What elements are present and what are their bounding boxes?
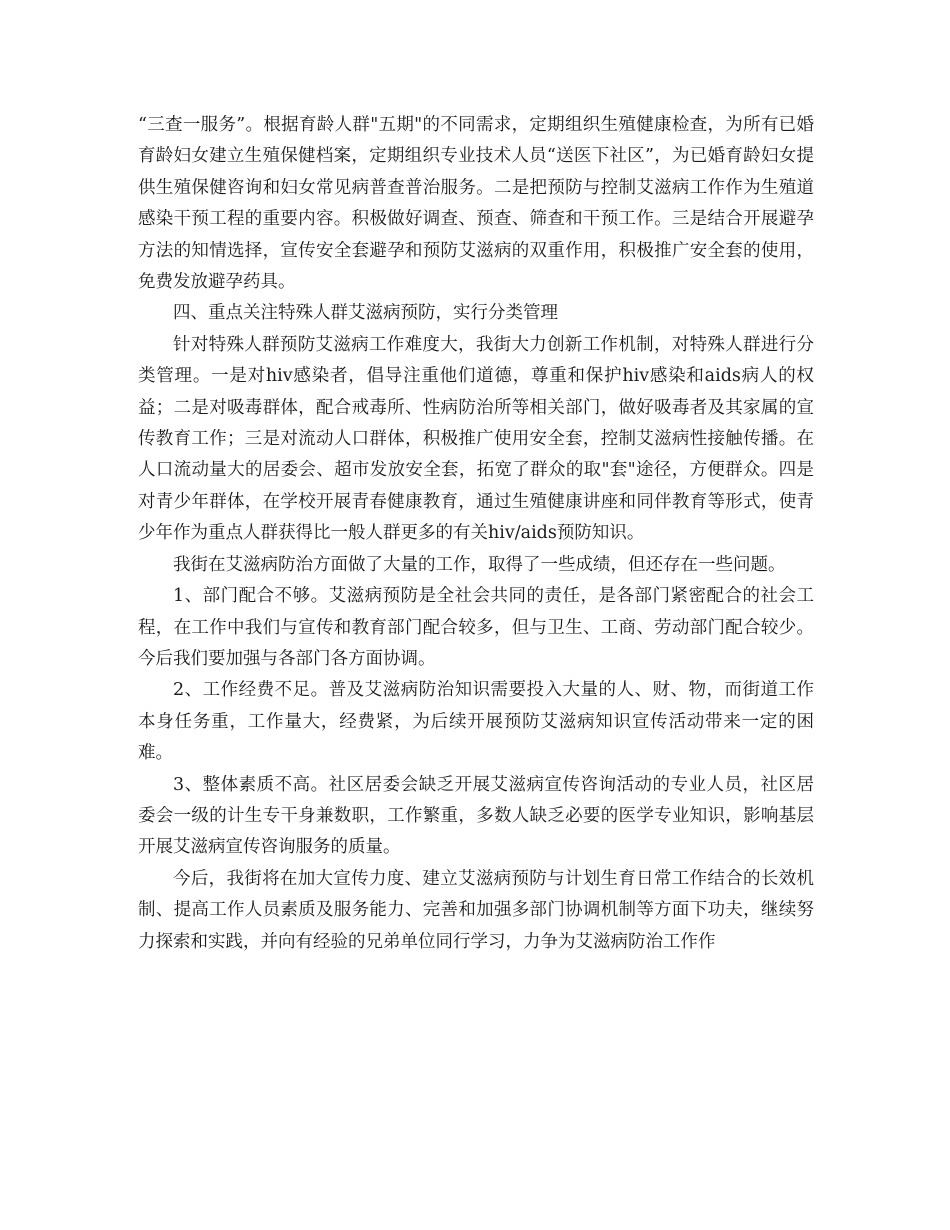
document-body [138, 110, 814, 958]
paragraph-problem-3: 3、整体素质不高。社区居委会缺乏开展艾滋病宣传咨询活动的专业人员，社区居委会一级的计生专干身兼数职，工作繁重，多数人缺乏必要的医学专业知识，影响基层开展艾滋病宣传咨询服务的质量。 [138, 774, 814, 858]
paragraph-problems-intro: 我街在艾滋病防治方面做了大量的工作，取得了一些成绩，但还存在一些问题。 [173, 554, 786, 575]
paragraph-future-plans: 今后，我街将在加大宣传力度、建立艾滋病预防与计划生育日常工作结合的长效机制、提高工作人员素质及服务能力、完善和加强多部门协调机制等方面下功夫，继续努力探索和实践，并向有经验的兄弟单位同行学习，力争为艾滋病防治工作作 [138, 868, 814, 952]
paragraph-special-groups: 针对特殊人群预防艾滋病工作难度大，我街大力创新工作机制，对特殊人群进行分类管理。一是对hiv感染者，倡导注重他们道德，尊重和保护hiv感染和aids病人的权益；二是对吸毒群体，配合戒毒所、性病防治所等相关部门，做好吸毒者及其家属的宣传教育工作；三是对流动人口群体，积极推广使用安全套，控制艾滋病性接触传播。在人口流动量大的居委会、超市发放安全套，拓宽了群众的取"套"途径，方便群众。四是对青少年群体，在学校开展青春健康教育，通过生殖健康讲座和同伴教育等形式，使青少年作为重点人群获得比一般人群更多的有关hiv/aids预防知识。 [138, 334, 814, 544]
paragraph-problem-2: 2、工作经费不足。普及艾滋病防治知识需要投入大量的人、财、物，而街道工作本身任务重，工作量大，经费紧，为后续开展预防艾滋病知识宣传活动带来一定的困难。 [138, 680, 814, 764]
paragraph-problem-1: 1、部门配合不够。艾滋病预防是全社会共同的责任，是各部门紧密配合的社会工程，在工作中我们与宣传和教育部门配合较多，但与卫生、工商、劳动部门配合较少。今后我们要加强与各部门各方面协调。 [138, 586, 814, 669]
section-heading-special-groups: 四、重点关注特殊人群艾滋病预防，实行分类管理 [173, 303, 558, 324]
paragraph-three-checks-service: “三查一服务”。根据育龄人群"五期"的不同需求，定期组织生殖健康检查，为所有已婚育龄妇女建立生殖保健档案，定期组织专业技术人员“送医下社区”，为已婚育龄妇女提供生殖保健咨询和妇女常见病普查普治服务。二是把预防与控制艾滋病工作作为生殖道感染干预工程的重要内容。积极做好调查、预查、筛查和干预工作。三是结合开展避孕方法的知情选择，宣传安全套避孕和预防艾滋病的双重作用，积极推广安全套的使用，免费发放避孕药具。 [138, 115, 814, 293]
